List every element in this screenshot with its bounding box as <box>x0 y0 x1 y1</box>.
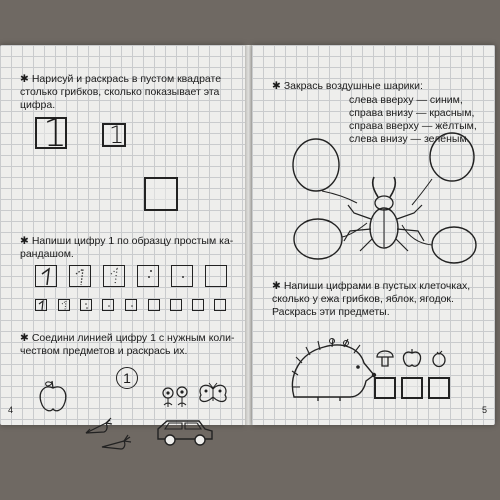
balloon-icon[interactable] <box>430 133 474 181</box>
trace-square[interactable] <box>103 265 125 287</box>
task-text-line: столько грибков, сколько показывает эта <box>20 86 220 98</box>
star-bullet-icon: ✱ <box>20 235 29 247</box>
balloon-icon[interactable] <box>293 139 339 191</box>
task-text-line: сколько у ежа грибков, яблок, ягодок. <box>272 293 454 305</box>
task-title: Закрась воздушные шарики: <box>283 80 423 92</box>
star-bullet-icon: ✱ <box>272 80 281 92</box>
apple-icon[interactable] <box>38 380 68 414</box>
trace-square-small[interactable] <box>80 299 92 311</box>
trace-square-small[interactable] <box>192 299 204 311</box>
star-bullet-icon: ✱ <box>20 332 29 344</box>
trace-square[interactable] <box>171 265 193 287</box>
beetle-icon[interactable] <box>344 177 424 251</box>
instruction-line: справа внизу — красным, <box>349 107 475 119</box>
sample-digit-square <box>35 111 68 155</box>
instruction-line: слева внизу — зелёным. <box>349 133 470 145</box>
trace-square[interactable] <box>137 265 159 287</box>
page-number: 5 <box>481 405 487 415</box>
trace-square-small[interactable] <box>148 299 160 311</box>
book-spine <box>245 45 252 425</box>
berry-count-box[interactable] <box>428 377 450 399</box>
instruction-line: справа вверху — жёлтым, <box>349 120 477 132</box>
task-text-line: Напиши цифрами в пустых клеточках, <box>283 280 471 292</box>
task-text-line: рандашом. <box>20 248 74 260</box>
trace-square-small[interactable] <box>170 299 182 311</box>
task-text-line: чеством предметов и раскрась их. <box>20 345 188 357</box>
task-write-digit <box>20 235 240 261</box>
task-text-line: цифра. <box>20 99 56 111</box>
trace-square-small[interactable] <box>58 299 70 311</box>
balloons-beetle-illustration <box>282 133 492 263</box>
mushroom-count-box[interactable] <box>374 377 396 399</box>
left-page <box>0 45 245 425</box>
star-bullet-icon: ✱ <box>272 280 281 292</box>
task-color-balloons <box>272 80 487 93</box>
berry-icon[interactable] <box>429 348 449 368</box>
flower-icon[interactable] <box>160 383 194 409</box>
trace-square-small[interactable] <box>125 299 137 311</box>
task-text-line: Раскрась эти предметы. <box>272 306 390 318</box>
apple-count-box[interactable] <box>401 377 423 399</box>
circled-digit[interactable]: 1 <box>116 367 138 389</box>
car-icon[interactable] <box>155 417 215 449</box>
task-text-line: Соедини линией цифру 1 с нужным коли- <box>31 332 235 344</box>
small-digit: 1 <box>109 121 125 149</box>
task-connect-digit <box>20 332 240 358</box>
empty-drawing-square[interactable] <box>144 177 178 211</box>
trace-square-small[interactable] <box>214 299 226 311</box>
balloon-icon[interactable] <box>294 219 342 259</box>
trace-square[interactable] <box>205 265 227 287</box>
apple-icon[interactable] <box>402 348 422 368</box>
trace-square-small[interactable] <box>102 299 114 311</box>
small-digit-square <box>102 123 126 147</box>
trace-square[interactable] <box>35 265 57 287</box>
task-count-hedgehog <box>272 280 492 319</box>
page-number: 4 <box>8 405 14 415</box>
butterfly-icon[interactable] <box>196 383 230 407</box>
trace-square[interactable] <box>69 265 91 287</box>
sample-digit: 1 <box>43 111 68 155</box>
task-draw-mushrooms <box>20 73 240 112</box>
trace-square-small[interactable] <box>35 299 47 311</box>
star-bullet-icon: ✱ <box>20 73 29 85</box>
mushroom-icon[interactable] <box>375 348 395 368</box>
task-text-line: Нарисуй и раскрась в пустом квадрате <box>31 73 222 85</box>
hedgehog-icon[interactable] <box>288 335 378 405</box>
balloon-icon[interactable] <box>432 227 476 263</box>
task-text-line: Напиши цифру 1 по образцу простым ка- <box>31 235 234 247</box>
right-page <box>252 45 495 425</box>
instruction-line: слева вверху — синим, <box>349 94 463 106</box>
carrot-icon[interactable] <box>100 433 134 455</box>
